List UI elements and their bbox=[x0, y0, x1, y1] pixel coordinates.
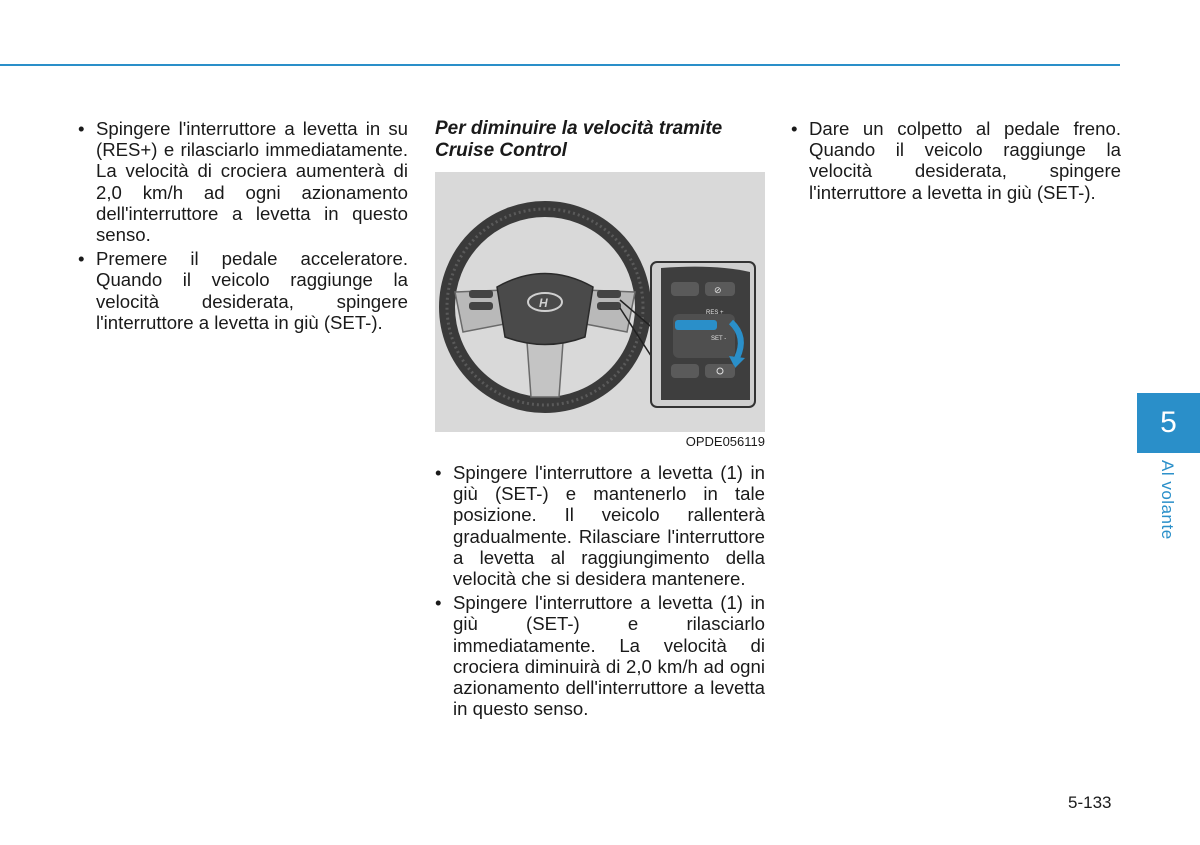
middle-bullet-list bbox=[435, 462, 765, 719]
list-item-text: Dare un colpetto al pedale freno. Quando il veicolo raggiunge la velocità desiderata, spingere l'interruttore a levetta in giù (SET-). bbox=[809, 118, 1121, 203]
bullet-icon: • bbox=[791, 118, 798, 139]
chapter-number-tab: 5 bbox=[1137, 393, 1200, 453]
list-item-text: Spingere l'interruttore a levetta in su (RES+) e rilasciarlo immediatamente. La velocità di crociera aumenterà di 2,0 km/h ad ogni azionamento dell'interruttore a levetta in questo senso. bbox=[96, 118, 408, 246]
svg-text:H: H bbox=[539, 296, 548, 310]
bullet-icon: • bbox=[78, 248, 85, 270]
figure-code: OPDE056119 bbox=[685, 434, 765, 449]
section-heading: Per diminuire la velocità tramite Cruise Control bbox=[435, 118, 723, 161]
list-item-text: Spingere l'interruttore a levetta (1) in giù (SET-) e rilasciarlo immediatamente. La velocità di crociera diminuirà di 2,0 km/h ad ogni azionamento dell'interruttore a levetta in questo senso. bbox=[453, 592, 765, 720]
res-label: RES + bbox=[706, 310, 724, 316]
bullet-icon: • bbox=[435, 592, 442, 614]
right-column bbox=[791, 118, 1121, 206]
list-item bbox=[78, 248, 408, 333]
list-item bbox=[435, 462, 765, 589]
steering-wheel-illustration bbox=[435, 172, 765, 432]
middle-column bbox=[435, 118, 765, 722]
svg-text:⊘: ⊘ bbox=[714, 286, 722, 296]
left-column bbox=[78, 118, 408, 336]
bullet-icon: • bbox=[435, 462, 442, 483]
list-item bbox=[435, 592, 765, 719]
list-item-text: Premere il pedale acceleratore. Quando il veicolo raggiunge la velocità desiderata, spingere l'interruttore a levetta in giù (SET-). bbox=[96, 248, 408, 333]
list-item-text: Spingere l'interruttore a levetta (1) in giù (SET-) e mantenerlo in tale posizione. Il veicolo rallenterà gradualmente. Rilasciare l'interruttore a levetta al raggiungimento della velocità che si desidera mantenere. bbox=[453, 462, 765, 590]
list-item bbox=[791, 118, 1121, 203]
list-item bbox=[78, 118, 408, 245]
set-label: SET - bbox=[711, 336, 727, 342]
chapter-title: Al volante bbox=[1158, 460, 1177, 540]
left-bullet-list bbox=[78, 118, 408, 333]
right-bullet-list bbox=[791, 118, 1121, 203]
bullet-icon: • bbox=[78, 118, 85, 139]
header-rule bbox=[0, 64, 1120, 66]
steering-wheel-figure bbox=[435, 172, 765, 432]
page-number: 5-133 bbox=[1068, 793, 1112, 812]
